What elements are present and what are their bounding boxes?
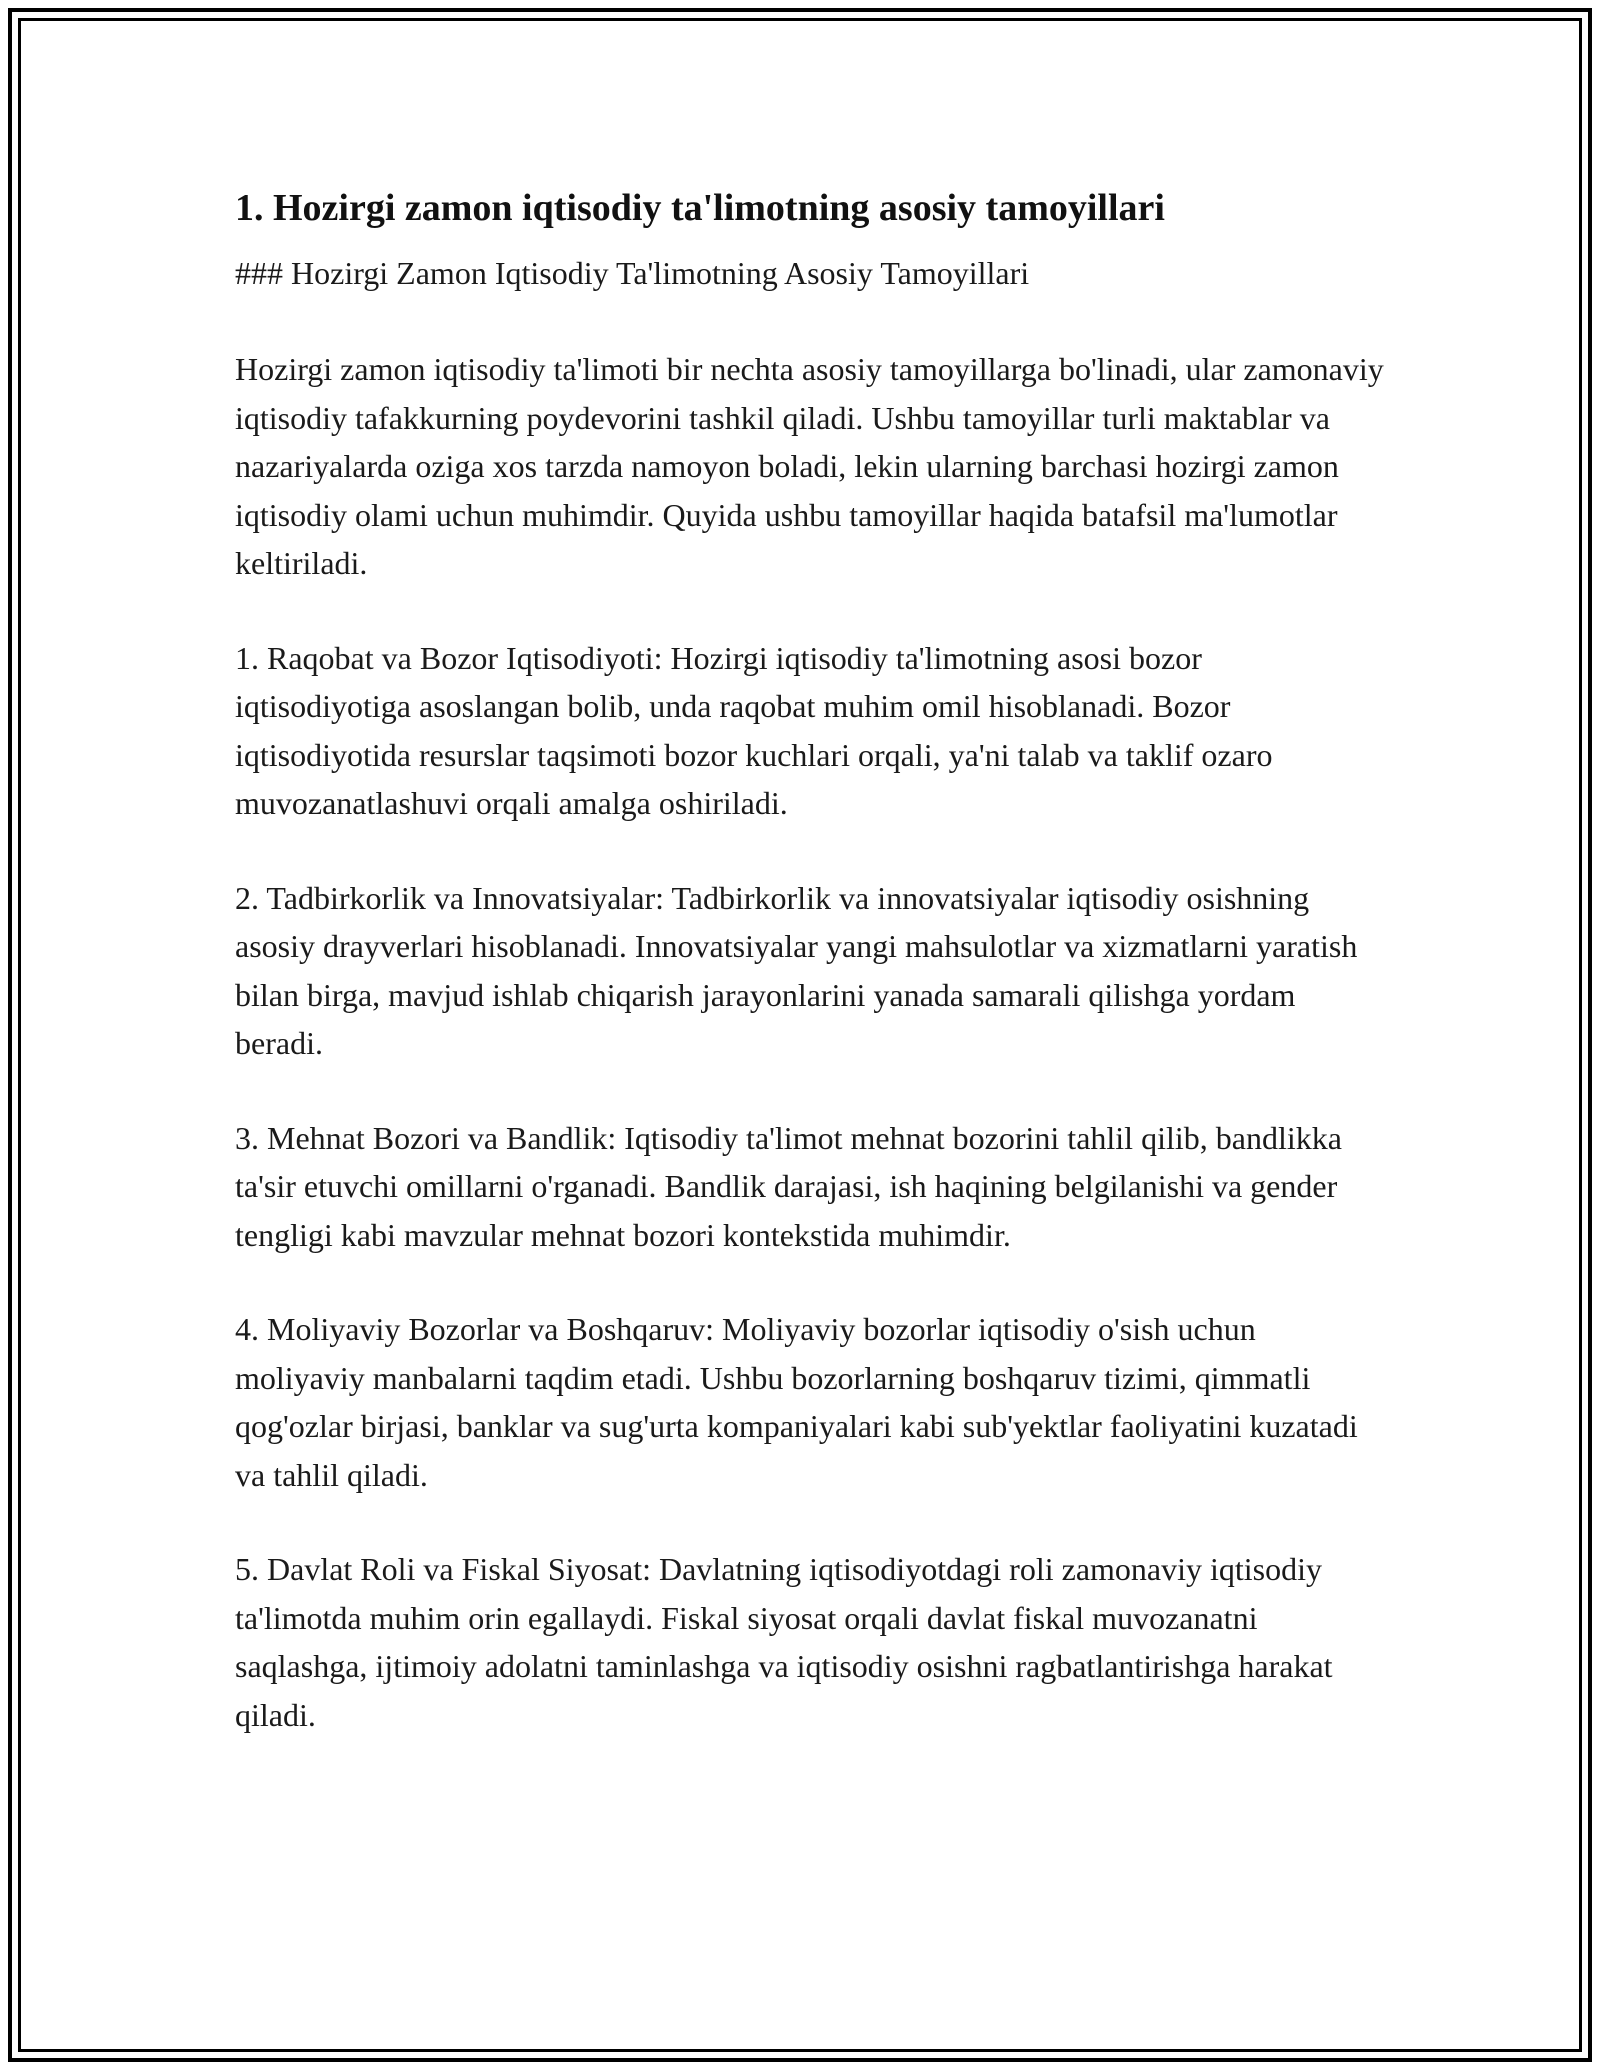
intro-paragraph: Hozirgi zamon iqtisodiy ta'limoti bir nechta asosiy tamoyillarga bo'linadi, ular zamonaviy iqtisodiy tafakkurning poydevorini tashkil qiladi. Ushbu tamoyillar turli maktablar va nazariyalarda oziga xos tarzda namoyon boladi, lekin ularning barchasi hozirgi zamon iqtisodiy olami uchun muhimdir. Quyida ushbu tamoyillar haqida batafsil ma'lumotlar keltiriladi.	[235, 351, 1384, 581]
page-title: 1. Hozirgi zamon iqtisodiy ta'limotning asosiy tamoyillari	[235, 187, 1165, 229]
principle-item-1: 1. Raqobat va Bozor Iqtisodiyoti: Hozirgi iqtisodiy ta'limotning asosi bozor iqtisodiyotiga asoslangan bolib, unda raqobat muhim omil hisoblanadi. Bozor iqtisodiyotida resurslar taqsimoti bozor kuchlari orqali, ya'ni talab va taklif ozaro muvozanatlashuvi orqali amalga oshiriladi.	[235, 639, 1273, 821]
principle-item-5: 5. Davlat Roli va Fiskal Siyosat: Davlatning iqtisodiyotdagi roli zamonaviy iqtisodiy ta'limotda muhim orin egallaydi. Fiskal siyosat orqali davlat fiskal muvozanatni saqlashga, ijtimoiy adolatni taminlashga va iqtisodiy osishni ragbatlantirishga harakat qiladi.	[235, 1551, 1333, 1733]
document-body	[235, 185, 1385, 1785]
principle-item-2: 2. Tadbirkorlik va Innovatsiyalar: Tadbirkorlik va innovatsiyalar iqtisodiy osishning asosiy drayverlari hisoblanadi. Innovatsiyalar yangi mahsulotlar va xizmatlarni yaratish bilan birga, mavjud ishlab chiqarish jarayonlarini yanada samarali qilishga yordam beradi.	[235, 879, 1358, 1061]
principle-item-3: 3. Mehnat Bozori va Bandlik: Iqtisodiy ta'limot mehnat bozorini tahlil qilib, bandlikka ta'sir etuvchi omillarni o'rganadi. Bandlik darajasi, ish haqining belgilanishi va gender tengligi kabi mavzular mehnat bozori kontekstida muhimdir.	[235, 1119, 1342, 1253]
principle-item-4: 4. Moliyaviy Bozorlar va Boshqaruv: Moliyaviy bozorlar iqtisodiy o'sish uchun moliyaviy manbalarni taqdim etadi. Ushbu bozorlarning boshqaruv tizimi, qimmatli qog'ozlar birjasi, banklar va sug'urta kompaniyalari kabi sub'yektlar faoliyatini kuzatadi va tahlil qiladi.	[235, 1311, 1358, 1493]
section-subheading: ### Hozirgi Zamon Iqtisodiy Ta'limotning Asosiy Tamoyillari	[235, 255, 1030, 291]
